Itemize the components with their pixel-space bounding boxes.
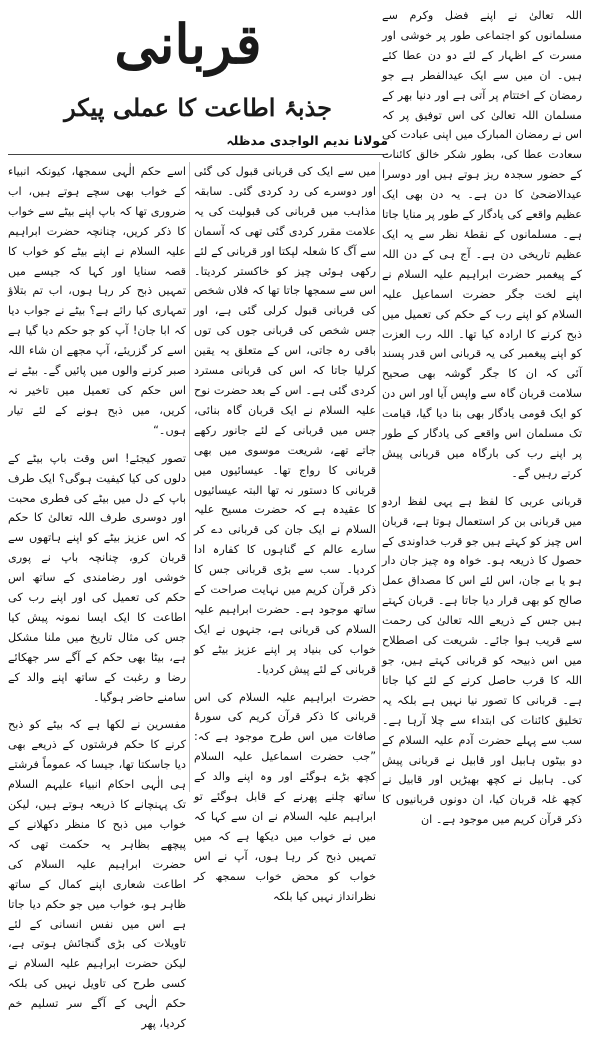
column-divider [379,162,380,792]
paragraph: قربانی عربی کا لفظ ہے یہی لفظ اردو میں قربانی بن کر استعمال ہوتا ہے، قربان اس چیز کو کہتے ہیں جو قرب خداوندی کے حصول کا ذریعہ ہو۔ خواہ وہ چیز جان دار ہو یا بے جان، اس لئے اس کا مصداق عمل صالح کو بھی قرار دیا جاتا ہے۔ قربان کہتے ہیں جس کے ذریعے اللہ تعالیٰ کی رحمت سے قریب ہوا جائے۔ شریعت کی اصطلاح میں اس ذبیحہ کو قربانی کہتے ہیں، جو اللہ کا قرب حاصل کرنے کے لئے کیا جاتا ہے۔ قربانی کا تصور نیا نہیں ہے بلکہ یہ تخلیق کائنات کی ابتداء سے چلا آرہا ہے۔ سب سے پہلے حضرت آدم علیہ السلام کے دو بیٹوں ہابیل اور قابیل نے قربانی پیش کی۔ ہابیل نے کچھ بھیڑیں اور قابیل نے کچھ غلہ قربان کیا، ان دونوں قربانیوں کا ذکر قرآن کریم میں موجود ہے۔ ان [382,494,582,827]
article-headline: قربانی [114,12,262,76]
column-divider [189,162,190,792]
article-subheadline: جذبۂ اطاعت کا عملی پیکر [64,93,332,122]
article-byline: مولانا ندیم الواجدی مدظلہ [8,130,388,155]
paragraph: تصور کیجئے! اس وقت باپ بیٹے کے دلوں کی کیا کیفیت ہوگی؟ ایک طرف باپ کے دل میں بیٹے کی فطری محبت اور دوسری طرف اللہ تعالیٰ کا حکم کہ اس عزیز بیٹے کو اپنے ہاتھوں سے قربان کرو، چنانچہ باپ نے پوری خوشی اور رضامندی کے ساتھ اس حکم کی تعمیل کی اور اپنے رب کی اطاعت کا ایک ایسا نمونہ پیش کیا جس کی مثال تاریخ میں ملنا مشکل ہے، بیٹا بھی حکم کے آگے سر جھکائے رضا و رغبت کے ساتھ اپنے والد کے سامنے حاضر ہوگیا۔ [8,451,186,704]
article-header [8,4,388,160]
paragraph: اسے حکم الٰہی سمجھا، کیونکہ انبیاء کے خواب بھی سچے ہوتے ہیں، اب ضروری تھا کہ باپ اپنے بیٹے سے خواب کا ذکر کریں، چنانچہ حضرت ابراہیم علیہ السلام نے اپنے بیٹے کو خواب کا قصہ سنایا اور کہا کہ جیسے میں تمہیں ذبح کر رہا ہوں، اب تم بتلاؤ تمہاری کیا رائے ہے؟ بیٹے نے جواب دیا کہ ابا جان! آپ کو جو حکم دیا گیا ہے اسے کر گزریئے، آپ مجھے ان شاء اللہ صبر کرنے والوں میں پائیں گے۔ بیٹے نے اس حکم کی تعمیل میں تاخیر نہ کریں، میں ذبح ہونے کے لئے تیار ہوں۔“ [8,165,186,437]
text-column-left [8,162,186,1042]
paragraph: حضرت ابراہیم علیہ السلام کی اس قربانی کا ذکر قرآن کریم کی سورۂ صافات میں اس طرح موجود ہے کہ: ”جب حضرت اسماعیل علیہ السلام کچھ بڑے ہوگئے اور وہ اپنے والد کے ساتھ چلنے پھرنے کے قابل ہوگئے تو ابراہیم علیہ السلام نے ان سے کہا کہ میں نے خواب میں دیکھا ہے کہ میں تمہیں ذبح کر رہا ہوں، آپ نے اس خواب کو محض خواب سمجھ کر نظرانداز نہیں کیا بلکہ [194,690,376,903]
text-column-right [382,6,582,838]
paragraph: مفسرین نے لکھا ہے کہ بیٹے کو ذبح کرنے کا حکم فرشتوں کے ذریعے بھی دیا جاسکتا تھا، جیسا کہ عموماً فرشتے ہی الٰہی احکام انبیاء علیہم السلام تک پہنچانے کا ذریعہ ہوتے ہیں، لیکن خواب میں ذبح کا منظر دکھلانے کے پیچھے بظاہر یہ حکمت تھی کہ حضرت ابراہیم علیہ السلام کی اطاعت شعاری اپنے کمال کے ساتھ ظاہر ہو، خواب میں جو حکم دیا جاتا ہے اس میں نفس انسانی کے لئے تاویلات کی بڑی گنجائش ہوتی ہے، لیکن حضرت ابراہیم علیہ السلام نے کسی طرح کی تاویل نہیں کی بلکہ حکم الٰہی کے آگے سر تسلیم خم کردیا، پھر [8,718,186,1031]
paragraph: اللہ تعالیٰ نے اپنے فضل وکرم سے مسلمانوں کو اجتماعی طور پر خوشی اور مسرت کے اظہار کے لئے دو دن عطا کئے ہیں۔ ان میں سے ایک عیدالفطر ہے جو رمضان کے اختتام پر آتی ہے اور دنیا بھر کے مسلمان اللہ تعالیٰ کی اس توفیق پر کہ اس نے رمضان المبارک میں اپنی عبادت کی سعادت عطا کی، بطور شکر خالق کائنات کے حضور سجدہ ریز ہوتے ہیں اور دوسرا عیدالاضحیٰ کا دن ہے۔ یہ دن بھی ایک عظیم واقعے کی یادگار کے طور پر منایا جاتا ہے۔ مسلمانوں کے نقطۂ نظر سے یہ ایک عظیم تاریخی دن ہے۔ آج ہی کے دن اللہ کے پیغمبر حضرت ابراہیم علیہ السلام نے اپنے لخت جگر حضرت اسماعیل علیہ السلام کو اپنے رب کے حکم کی تعمیل میں ذبح کرنے کا ارادہ کیا تھا۔ اللہ رب العزت کو اپنے پیغمبر کی یہ قربانی اس قدر پسند آئی کہ ان کا جگر گوشہ بھی صحیح سلامت قربان گاہ سے واپس آیا اور اس دن کو ایک قومی یادگار بھی بنا دیا گیا، قیامت تک مسلمان اس واقعے کی یادگار کے طور پر اپنے رب کی بارگاہ میں قربانی پیش کرتے رہیں گے۔ [382,9,582,480]
paragraph: میں سے ایک کی قربانی قبول کی گئی اور دوسرے کی رد کردی گئی۔ سابقہ مذاہب میں قربانی کی قبولیت کی یہ علامت مقرر کردی گئی تھی کہ آسمان سے آگ کا شعلہ لپکتا اور قربانی کے لئے رکھی ہوئی چیز کو خاکستر کردیتا۔ اس سے سمجھا جاتا تھا کہ فلاں شخص کی قربانی قبول کرلی گئی ہے، اور جس شخص کی قربانی جوں کی توں باقی رہ جاتی، اس کے متعلق یہ یقین کرلیا جاتا کہ اس کی قربانی مسترد کردی گئی ہے۔ اس کے بعد حضرت نوح علیہ السلام نے ایک قربان گاہ بنائی، جس میں قربانی کے لئے جانور رکھے جاتے تھے، شریعت موسوی میں بھی قربانی کا رواج تھا۔ عیسائیوں میں قربانی کا دستور نہ تھا البتہ عیسائیوں کا عقیدہ ہے کہ حضرت مسیح علیہ السلام نے ایک جان کی قربانی دے کر سارے عالم کے گناہوں کا کفارہ ادا کردیا۔ سب سے بڑی قربانی جس کا ذکر قرآن کریم میں نہایت صراحت کے ساتھ موجود ہے۔ حضرت ابراہیم علیہ السلام کی قربانی ہے، جنہوں نے ایک خواب کی بنیاد پر اپنے عزیز بیٹے کو قربانی کے لئے پیش کردیا۔ [194,165,376,676]
text-column-middle [194,162,376,915]
